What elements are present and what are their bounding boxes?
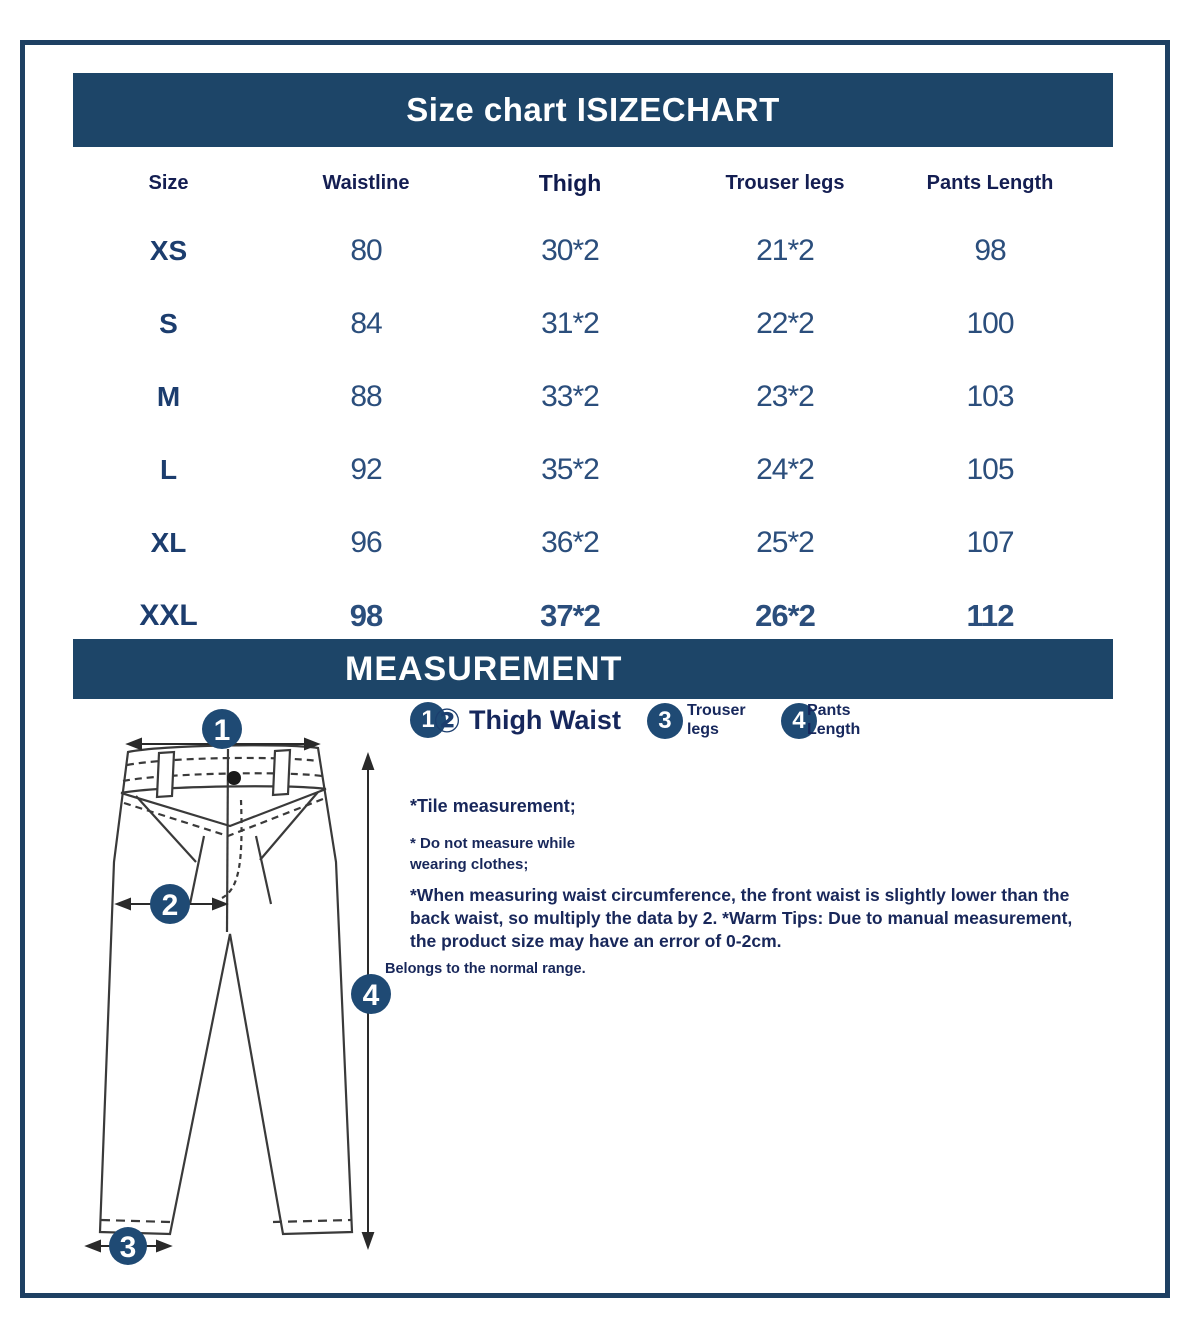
legend-item-pants-length — [781, 702, 869, 740]
button — [227, 771, 241, 785]
marker-2-number: 2 — [161, 889, 179, 922]
legend-marker-2-outline: ② — [433, 700, 461, 740]
row-xs-pants-length: 98 — [974, 233, 1006, 267]
row-xl-size: XL — [150, 526, 187, 558]
note-waist-warm-tips: *When measuring waist circumference, the front waist is slightly lower than the back waist, so multiply the data by 2. *Warm Tips: Due to manual measurement, the product size may have an error of 0-2cm. — [410, 885, 1073, 951]
note-do-not-measure: * Do not measure while wearing clothes; — [410, 835, 576, 873]
row-s-pants-length: 100 — [966, 306, 1014, 340]
row-m-size: M — [156, 380, 181, 412]
row-s-size: S — [159, 307, 178, 339]
row-xxl-pants-length: 112 — [966, 597, 1014, 633]
column-header-thigh: Thigh — [538, 169, 602, 196]
legend-marker-4-badge: 4 — [781, 703, 817, 739]
belt-loop-right — [273, 750, 290, 795]
belt-loop-left — [157, 752, 174, 797]
leg-opening-arrowhead-right — [157, 1241, 170, 1251]
marker-4-number: 4 — [362, 979, 380, 1012]
row-xs-trouser-legs: 21*2 — [756, 233, 814, 267]
row-xs-waistline: 80 — [350, 233, 382, 267]
row-l-thigh: 35*2 — [541, 452, 599, 486]
marker-1-number: 1 — [213, 714, 231, 747]
size-chart-header-bar — [73, 73, 1113, 147]
column-header-pants-length: Pants Length — [926, 171, 1054, 194]
row-xxl-trouser-legs: 26*2 — [755, 597, 815, 633]
row-xl-waistline: 96 — [350, 525, 382, 559]
pants-diagram — [75, 700, 430, 1290]
pants-outline — [100, 745, 352, 1234]
legend-item-waist-thigh — [410, 702, 621, 738]
length-arrowhead-top — [363, 755, 373, 769]
row-xl-trouser-legs: 25*2 — [756, 525, 814, 559]
size-table — [75, 152, 1080, 652]
legend-label-trouser-legs: Trouser legs — [686, 702, 746, 738]
legend-label-pants-length: Pants Length — [806, 702, 861, 738]
legend-marker-3-badge: 3 — [647, 703, 683, 739]
measurement-legend — [410, 702, 869, 740]
length-arrowhead-bottom — [363, 1233, 373, 1247]
waist-arrowhead-left — [128, 739, 141, 749]
row-xxl-size: XXL — [139, 598, 198, 632]
row-m-thigh: 33*2 — [541, 379, 599, 413]
legend-marker-1-badge: 1 — [410, 702, 446, 738]
row-xxl-thigh: 37*2 — [540, 597, 600, 633]
pants-outline-group — [100, 745, 352, 1234]
note-tile-measurement: *Tile measurement; — [410, 796, 576, 816]
leg-opening-arrowhead-left — [87, 1241, 100, 1251]
row-m-trouser-legs: 23*2 — [756, 379, 814, 413]
marker-3-number: 3 — [119, 1231, 137, 1264]
row-s-trouser-legs: 22*2 — [756, 306, 814, 340]
legend-item-trouser-legs — [647, 702, 759, 740]
row-l-trouser-legs: 24*2 — [756, 452, 814, 486]
row-s-waistline: 84 — [350, 306, 382, 340]
size-chart-title: Size chart ISIZECHART — [406, 91, 780, 128]
column-header-waistline: Waistline — [322, 171, 410, 194]
legend-label-thigh-waist: Thigh Waist — [468, 704, 621, 735]
row-m-pants-length: 103 — [966, 379, 1014, 413]
measurement-notes — [385, 796, 1110, 978]
column-header-size: Size — [148, 171, 189, 194]
row-xl-thigh: 36*2 — [541, 525, 599, 559]
row-xxl-waistline: 98 — [349, 597, 383, 633]
measurement-title: MEASUREMENT — [345, 649, 623, 688]
row-xs-thigh: 30*2 — [541, 233, 599, 267]
row-l-size: L — [159, 453, 178, 485]
row-m-waistline: 88 — [350, 379, 382, 413]
row-l-waistline: 92 — [350, 452, 382, 486]
row-s-thigh: 31*2 — [541, 306, 599, 340]
measurement-header-bar — [73, 639, 1113, 699]
row-xs-size: XS — [149, 234, 188, 266]
note-normal-range: Belongs to the normal range. — [385, 961, 586, 978]
column-header-trouser-legs: Trouser legs — [725, 171, 845, 194]
row-l-pants-length: 105 — [966, 452, 1014, 486]
row-xl-pants-length: 107 — [966, 525, 1014, 559]
